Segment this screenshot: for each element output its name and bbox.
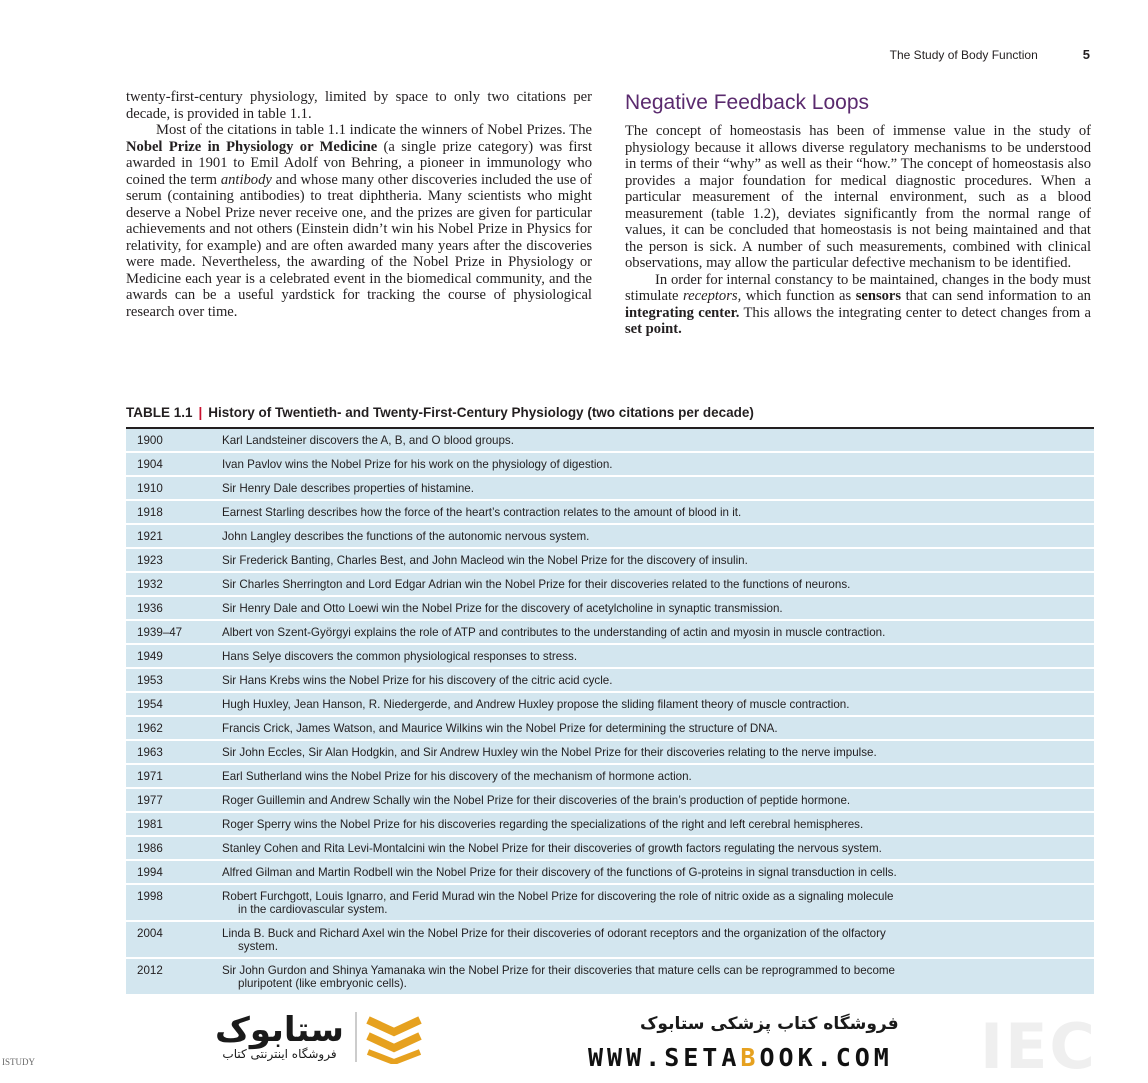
table-row — [126, 525, 1094, 549]
event-text: Sir Henry Dale describes properties of histamine. — [222, 482, 474, 495]
table-cell-event — [211, 453, 1094, 475]
event-text: Ivan Pavlov wins the Nobel Prize for his work on the physiology of digestion. — [222, 458, 613, 471]
table-row — [126, 789, 1094, 813]
table-caption — [126, 405, 1094, 420]
right-paragraph-1: The concept of homeostasis has been of immense value in the study of physiology because it allows diverse regulatory mechanisms to be understood in terms of their “why” as well as their “how.” The concept of homeostasis also provides a major foundation for medical diagnostic procedures. When a particular measurement of the internal environment, such as a blood measurement (table 1.2), deviates significantly from the normal range of values, it can be concluded that homeostasis is not being maintained and that the person is sick. A number of such measurements, combined with clinical observations, may allow the particular defective mechanism to be identified. — [625, 123, 1091, 271]
event-text: Alfred Gilman and Martin Rodbell win the Nobel Prize for their discovery of the functions of G-proteins in signal transduction in cells. — [222, 866, 897, 879]
table-caption-separator: | — [198, 405, 203, 420]
table-row — [126, 597, 1094, 621]
table-row — [126, 501, 1094, 525]
table-cell-year: 1932 — [137, 578, 163, 591]
event-text: Earl Sutherland wins the Nobel Prize for his discovery of the mechanism of hormone action. — [222, 770, 692, 783]
url-part-2: B — [740, 1043, 760, 1072]
sensors-term: sensors — [855, 288, 902, 304]
table-cell-year: 1910 — [137, 482, 163, 495]
event-text: Sir John Eccles, Sir Alan Hodgkin, and Sir Andrew Huxley win the Nobel Prize for their discoveries relating to the nerve impulse. — [222, 746, 877, 759]
table-cell-event — [211, 645, 1094, 667]
event-text: Robert Furchgott, Louis Ignarro, and Ferid Murad win the Nobel Prize for discovering the role of nitric oxide as a signaling molecule — [222, 890, 894, 903]
table-cell-event — [211, 789, 1094, 811]
table-cell-year: 1921 — [137, 530, 163, 543]
table-cell-event — [211, 813, 1094, 835]
event-text-continued: in the cardiovascular system. — [238, 903, 388, 916]
event-text: Francis Crick, James Watson, and Maurice Wilkins win the Nobel Prize for determining the structure of DNA. — [222, 722, 778, 735]
left-p2-text-c: and whose many other discoveries included the use of serum (containing antibodies) to treat diphtheria. Many scientists who might deserve a Nobel Prize never receive one, and the prizes are given for particular achievements and not others (Einstein didn’t win his Nobel Prize in Physics for relativity, for example) and are often awarded many years after the discoveries were made. Nevertheless, the awarding of the Nobel Prize in Physiology or Medicine each year is a celebrated event in the biomedical community, and the awards can be a useful yardstick for tracking the course of physiological research over time. — [126, 171, 592, 320]
table-cell-year: 1904 — [137, 458, 163, 471]
table-cell-year: 1981 — [137, 818, 163, 831]
table-cell-event — [211, 477, 1094, 499]
event-text: Hans Selye discovers the common physiological responses to stress. — [222, 650, 578, 663]
event-text: Linda B. Buck and Richard Axel win the Nobel Prize for their discoveries of odorant receptors and the organization of the olfactory — [222, 927, 886, 940]
table-cell-event — [211, 885, 1094, 920]
event-text: Hugh Huxley, Jean Hanson, R. Niedergerde, and Andrew Huxley propose the sliding filament theory of muscle contraction. — [222, 698, 850, 711]
table-row — [126, 861, 1094, 885]
shop-title: فروشگاه کتاب پزشکی ستابوک — [640, 1014, 899, 1034]
logo-subtitle: فروشگاه اینترنتی کتاب — [222, 1047, 337, 1061]
table-cell-year: 1923 — [137, 554, 163, 567]
table-cell-event — [211, 717, 1094, 739]
table-cell-year: 2004 — [137, 927, 163, 940]
right-paragraph-2 — [625, 272, 1091, 338]
table-cell-year: 1963 — [137, 746, 163, 759]
table-cell-year: 1994 — [137, 866, 163, 879]
page-number: 5 — [1082, 47, 1090, 62]
table-row — [126, 885, 1094, 922]
table-row — [126, 717, 1094, 741]
logo-wordmark — [215, 1010, 344, 1061]
table-cell-event — [211, 741, 1094, 763]
event-text: Roger Sperry wins the Nobel Prize for his discoveries regarding the specializations of the right and left cerebral hemispheres. — [222, 818, 864, 831]
event-text-continued: pluripotent (like embryonic cells). — [238, 977, 407, 990]
table-cell-event — [211, 693, 1094, 715]
table-cell-event — [211, 621, 1094, 643]
table-row — [126, 765, 1094, 789]
left-paragraph-2 — [126, 122, 592, 320]
table-cell-event — [211, 669, 1094, 691]
shop-url — [588, 1043, 893, 1072]
event-text: Sir Charles Sherrington and Lord Edgar Adrian win the Nobel Prize for their discoveries related to the functions of neurons. — [222, 578, 851, 591]
right-p2-text-c: that can send information to an — [901, 288, 1091, 304]
table-cell-year: 1953 — [137, 674, 163, 687]
table-cell-year: 1971 — [137, 770, 163, 783]
left-paragraph-1: twenty-first-century physiology, limited by space to only two citations per decade, is provided in table 1.1. — [126, 89, 592, 122]
table-row — [126, 693, 1094, 717]
event-text: Roger Guillemin and Andrew Schally win the Nobel Prize for their discoveries of the brain’s production of peptide hormone. — [222, 794, 851, 807]
table-row — [126, 429, 1094, 453]
table-cell-year: 1939–47 — [137, 626, 183, 639]
table-cell-event — [211, 597, 1094, 619]
faded-background-glyphs: IEC — [980, 1010, 1097, 1083]
right-p2-text-a: In order for internal constancy to be maintained, changes in the body must stimulate — [625, 271, 1091, 304]
table-cell-event — [211, 959, 1094, 994]
event-text: John Langley describes the functions of the autonomic nervous system. — [222, 530, 590, 543]
event-text-continued: system. — [238, 940, 278, 953]
table-row — [126, 645, 1094, 669]
event-text: Karl Landsteiner discovers the A, B, and O blood groups. — [222, 434, 514, 447]
event-text: Earnest Starling describes how the force of the heart’s contraction relates to the amount of blood in it. — [222, 506, 742, 519]
table-row — [126, 922, 1094, 959]
table-cell-event — [211, 525, 1094, 547]
watermark-band — [0, 995, 1148, 1080]
table-cell-event — [211, 549, 1094, 571]
table-cell-year: 1900 — [137, 434, 163, 447]
table-cell-event — [211, 501, 1094, 523]
table-row — [126, 959, 1094, 996]
table-row — [126, 669, 1094, 693]
corner-label: ISTUDY — [2, 1057, 35, 1067]
book-stack-icon — [354, 1010, 424, 1064]
left-p2-text-b: (a single prize category) was first awarded in 1901 to Emil Adolf von Behring, a pioneer in immunology who coined the term — [126, 138, 592, 188]
logo-text: ستابوک — [215, 1010, 344, 1050]
table-cell-event — [211, 765, 1094, 787]
table-row — [126, 453, 1094, 477]
left-column — [126, 89, 592, 320]
table-row — [126, 477, 1094, 501]
event-text: Sir Hans Krebs wins the Nobel Prize for his discovery of the citric acid cycle. — [222, 674, 613, 687]
nobel-prize-term: Nobel Prize in Physiology or Medicine — [126, 138, 378, 155]
url-part-1: WWW.SETA — [588, 1043, 741, 1072]
table-cell-year: 1949 — [137, 650, 163, 663]
history-table — [126, 427, 1094, 1020]
table-cell-year: 1954 — [137, 698, 163, 711]
table-cell-year: 1936 — [137, 602, 163, 615]
left-p2-text-a: Most of the citations in table 1.1 indicate the winners of Nobel Prizes. The — [156, 122, 592, 138]
event-text: Sir Frederick Banting, Charles Best, and John Macleod win the Nobel Prize for the discovery of insulin. — [222, 554, 748, 567]
right-p2-text-d: This allows the integrating center to detect changes from a — [739, 304, 1092, 321]
table-cell-year: 1962 — [137, 722, 163, 735]
table-row — [126, 621, 1094, 645]
table-cell-year: 2012 — [137, 964, 163, 977]
right-column — [625, 91, 1091, 338]
table-cell-year: 1918 — [137, 506, 163, 519]
setabook-logo — [215, 1010, 424, 1064]
table-cell-event — [211, 837, 1094, 859]
table-cell-year: 1986 — [137, 842, 163, 855]
table-label: TABLE 1.1 — [126, 405, 193, 420]
table-cell-event — [211, 861, 1094, 883]
event-text: Albert von Szent-Györgyi explains the role of ATP and contributes to the understanding of actin and myosin in muscle contraction. — [222, 626, 886, 639]
url-part-3: OOK.COM — [759, 1043, 893, 1072]
event-text: Sir Henry Dale and Otto Loewi win the Nobel Prize for the discovery of acetylcholine in synaptic transmission. — [222, 602, 783, 615]
table-cell-year: 1998 — [137, 890, 163, 903]
integrating-center-term: integrating center. — [625, 304, 740, 321]
section-heading: Negative Feedback Loops — [625, 91, 869, 114]
table-row — [126, 813, 1094, 837]
right-p2-text-b: which function as — [741, 288, 856, 304]
running-head — [890, 47, 1090, 62]
event-text: Stanley Cohen and Rita Levi-Montalcini win the Nobel Prize for their discoveries of growth factors regulating the nervous system. — [222, 842, 882, 855]
antibody-term: antibody — [220, 171, 272, 188]
table-cell-event — [211, 573, 1094, 595]
table-cell-year: 1977 — [137, 794, 163, 807]
running-head-title: The Study of Body Function — [889, 48, 1038, 62]
table-row — [126, 549, 1094, 573]
table-row — [126, 741, 1094, 765]
table-row — [126, 573, 1094, 597]
set-point-term: set point. — [625, 321, 682, 337]
table-title: History of Twentieth- and Twenty-First-Century Physiology (two citations per decade) — [208, 405, 754, 420]
table-cell-event — [211, 429, 1094, 451]
table-row — [126, 837, 1094, 861]
table-cell-event — [211, 922, 1094, 957]
event-text: Sir John Gurdon and Shinya Yamanaka win the Nobel Prize for their discoveries that mature cells can be reprogrammed to become — [222, 964, 895, 977]
receptors-term: receptors, — [683, 288, 742, 304]
